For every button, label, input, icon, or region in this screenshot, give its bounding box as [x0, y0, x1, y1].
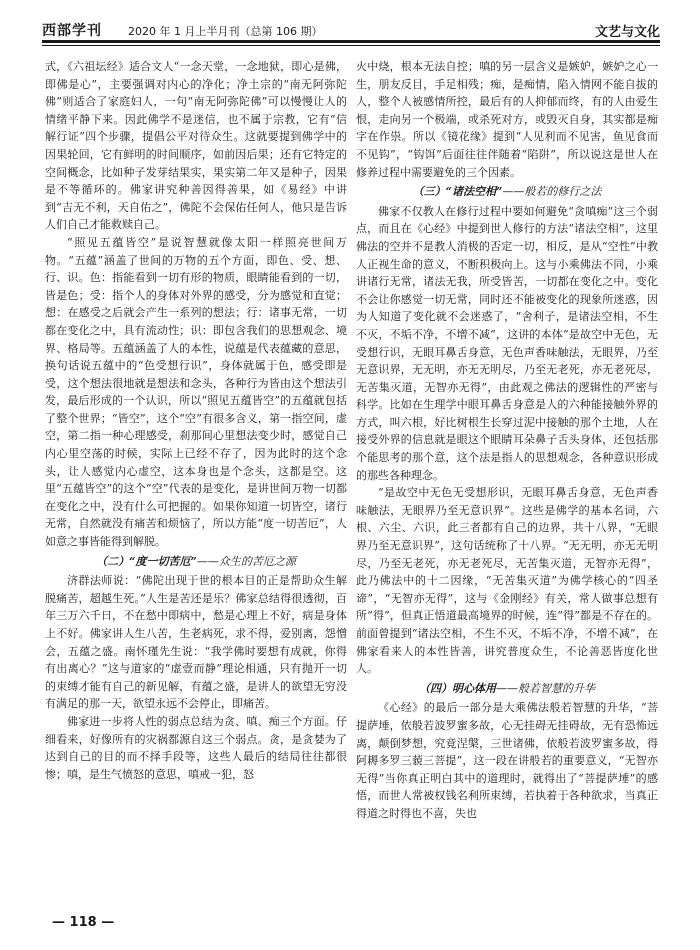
section-heading-number: （三）“诸法空相”: [412, 185, 503, 199]
header-rule-thick: [42, 40, 660, 43]
body-paragraph: 式，《六祖坛经》适合文人“一念天堂，一念地狱，即心是佛，即佛是心”，主要强调对内心的净化；净土宗的“南无阿弥陀佛”则适合了家庭妇人，一句“南无阿弥陀佛”可以慢慢让人的情绪平静下来。因此佛学不是迷信，也不属于宗教，它有“信解行证”四个步骤，提倡公平对待众生。这就要提到佛学中的因果轮回，它有鲜明的时间顺序，如前因后果；还有它特定的空间概念，比如种子发芽结果实，果实第二年又是种子，因果是不等循环的。佛家讲究种善因得善果，如《易经》中讲到“吉无不利，天自佑之”，佛陀不会保佑任何人，他只是告诉人们自己才能救赎自己。: [45, 60, 347, 232]
body-paragraph: “照见五蕴皆空”是说智慧就像太阳一样照亮世间万物。“五蕴”涵盖了世间的万物的五个方面，即色、受、想、行、识。色：指能看到一切有形的物质，眼睛能看到的一切，皆是色；受：指个人的身体对外界的感受，分为感觉和直觉；想：在感受之后就会产生一系列的想法；行：诸事无常，一切都在变化之中，具有流动性；识：即包含我们的思想观念、境界、格局等。五蕴涵盖了人的本性，说蕴是代表蕴藏的意思，换句话说五蕴中的“色受想行识”，身体就属于色，感受即是受，这个想法很地就是想法和念头，各种行为皆由这个想法引发，最后形成的一个认识，所以“照见五蕴皆空”的五蕴就包括了整个世界；“皆空”，这个“空”有很多含义，第一指空间，虚空，第二指一种心理感受，刹那间心里想法变少时，感觉自己内心里空荡的时候，实际上已经不存了，因为此时的这个念头，让人感觉内心虚空，这本身也是个念头，这都是空。这里“五蕴皆空”的这个“空”代表的是变化，是讲世间万物一切都在变化之中，没有什么可把握的。如果你知道一切皆空，诸行无常，自然就没有痛苦和烦恼了，所以方能“度一切苦厄”，人如意之事皆能得到解脱。: [45, 235, 347, 549]
section-heading-number: （四）明心体用: [419, 681, 496, 695]
body-paragraph: 佛家不仅教人在修行过程中要如何避免“贪嗔痴”这三个弱点，而且在《心经》中提到世人修行的方法“诸法空相”，这里佛法的空并不是教人消极的否定一切，相反，是从“空性”中教人正视生命的意义，不断积极向上。这与小乘佛法不同，小乘讲诸行无常，诸法无我，所受皆苦，一切都在变化之中。变化不会让你感觉一切无常，同时还不能被变化的现象所迷惑，因为人知道了变化就不会迷惑了，“舍利子，是诸法空相，不生不灭，不垢不净，不增不减”，这讲的本体“是故空中无色，无受想行识，无眼耳鼻舌身意，无色声香味触法，无眼界，乃至无意识界，无无明，亦无无明尽，乃至无老死，亦无老死尽，无苦集灭道，无智亦无得”，由此观之佛法的逻辑性的严密与科学。比如在生理学中眼耳鼻舌身意是人的六种能接触外界的方式，叫六根，好比树根生长穿过泥中接触的那个土地，人在接受外界的信息就是眼这个眼睛耳朵鼻子舌头身体，还包括那个能思考的那个意，这个法是指人的思想观念，各种意识形成的那些各种理念。: [356, 204, 658, 482]
header-rule-thin: [42, 45, 660, 46]
body-paragraph: 《心经》的最后一部分是大乘佛法般若智慧的升华，“菩提萨埵，依般若波罗蜜多故，心无挂碍无挂碍故，无有恐怖远离，颠倒梦想，究竟涅槃，三世诸佛，依般若波罗蜜多故，得阿耨多罗三藐三菩提”，这一段在讲般若的重要意义，“无智亦无得”当你真正明白其中的道理时，就得出了“菩提萨埵”的感悟，而世人常被权钱名利所束缚，若执着于各种欲求，当真正得道之时得也不喜，失也: [356, 701, 658, 820]
body-paragraph: 济群法师说：“佛陀出现于世的根本目的正是帮助众生解脱痛苦，超越生死。”人生是苦还是乐？佛家总结得很透彻，百年三万六千日，不在愁中即病中，愁是心理上不好，病是身体上不好。佛家讲人生八苦，生老病死，求不得，爱别离，怨憎会，五蕴之盛。南怀瑾先生说：“我学佛时要想有成就，你得有出离心？”这与道家的“虚壹而静”理论相通，只有抛开一切的束缚才能有自己的新见解，有蕴之盛，是讲人的欲望无穷没有满足的那一天，欲望永远不会停止，即痛苦。: [45, 574, 347, 711]
section-heading: [356, 183, 658, 201]
issue-info: 2020 年 1 月上半月刊（总第 106 期）: [128, 25, 323, 38]
section-heading: [45, 553, 347, 571]
body-paragraph: 火中烧，根本无法自控；嗔的另一层含义是嫉妒，嫉妒之心一生，朋友反目，手足相残；痴，是痴情，陷入情网不能自拔的人，整个人被感情所控，最后有的人抑郁而终，有的人由爱生恨，走向另一个极端，或杀死对方，或毁灭自身，其实都是痴字在作祟。所以《镜花缘》提到“人见利而不见害，鱼见食而不见钩”，“钩饵”后面往往伴随着“陷阱”，所以说这是世人在修养过程中需要避免的三个因素。: [356, 60, 658, 179]
section-heading-subtitle: ——众生的苦厄之源: [196, 554, 296, 568]
section-heading-number: （二）“度一切苦厄”: [96, 554, 197, 568]
right-column: [356, 58, 658, 823]
section-heading: [356, 680, 658, 698]
section-title: 文艺与文化: [594, 25, 660, 40]
page-number: — 118 —: [52, 915, 115, 930]
section-heading-subtitle: ——般若智慧的升华: [496, 681, 595, 695]
body-paragraph: “是故空中无色无受想形识，无眼耳鼻舌身意，无色声香味触法，无眼界乃至无意识界”。这些是佛学的基本名词，六根、六尘、六识，此三者都有自己的边界，共十八界，“无眼界乃至无意识界”，这句话统称了十八界。“无无明，亦无无明尽，乃至无老死，亦无老死尽，无苦集灭道，无智亦无得”，此乃佛法中的十二因缘，“无苦集灭道”为佛学核心的“四圣谛”，“无智亦无得”，这与《金刚经》有关，常人做事总想有所“得”，但真正悟道最高境界的时候，连“得”都是不存在的。前面曾提到“诸法空相，不生不灭，不垢不净，不增不减”，在佛家看来人的本性皆善，讲究普度众生，不论善恶皆度化世人。: [356, 486, 658, 676]
section-heading-subtitle: ——般若的修行之法: [502, 185, 602, 199]
journal-masthead: 西部学刊: [42, 23, 102, 39]
left-column: [45, 58, 347, 783]
body-paragraph: 佛家进一步将人性的弱点总结为贪、嗔、痴三个方面。仔细看来，好像所有的灾祸都源自这三个弱点。贪，是贪婪为了达到自己的目的而不择手段等，这些人最后的结局往往都很惨；嗔，是生气愤怒的意思，嗔戒一犯，怒: [45, 714, 347, 781]
